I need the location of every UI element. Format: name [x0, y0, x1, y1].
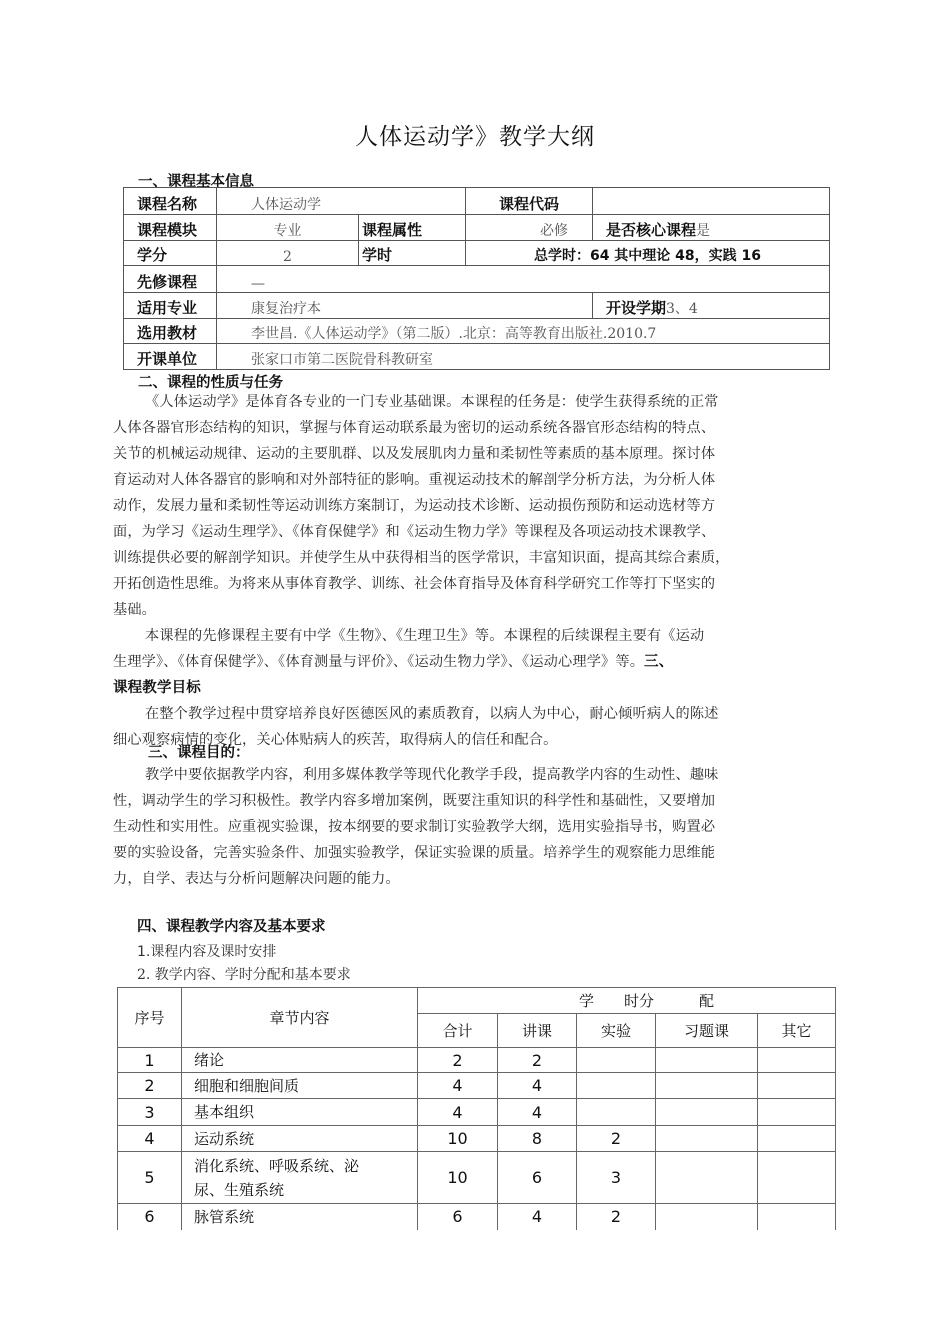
section-nature-tasks-body — [113, 389, 853, 753]
header-total: 合计 — [418, 1014, 498, 1048]
paragraph-line: 育运动对人体各器官的影响和对外部特征的影响。重视运动技术的解剖学分析方法，为分析人体 — [113, 472, 716, 488]
row-exercise — [656, 1204, 758, 1230]
paragraph-line: 性，调动学生的学习积极性。教学内容多增加案例，既要注重知识的科学性和基础性，又要增加 — [113, 793, 716, 809]
paragraph-line: 力，自学、表达与分析问题解决问题的能力。 — [113, 871, 400, 887]
semester-value: 3、4 — [666, 301, 698, 317]
row-exercise — [656, 1048, 758, 1073]
row-total: 4 — [418, 1099, 498, 1126]
major-label: 适用专业 — [124, 293, 217, 319]
unit-label: 开课单位 — [124, 344, 217, 370]
header-lab: 实验 — [577, 1014, 656, 1048]
paragraph-line: 关节的机械运动规律、运动的主要肌群、以及发展肌肉力量和柔韧性等素质的基本原理。探讨体 — [113, 446, 716, 462]
row-lecture: 8 — [498, 1126, 577, 1152]
subsection-hours-allocation: 2. 教学内容、学时分配和基本要求 — [137, 967, 351, 983]
info-row-module — [124, 215, 830, 241]
row-other — [758, 1073, 836, 1099]
row-no: 1 — [118, 1048, 182, 1073]
row-other — [758, 1099, 836, 1126]
section-purpose-body — [113, 762, 853, 892]
core-course-label: 是否核心课程 — [606, 221, 697, 239]
subsection-content-schedule: 1.课程内容及课时安排 — [137, 944, 277, 960]
row-lab — [577, 1073, 656, 1099]
paragraph-line: 面，为学习《运动生理学》、《体育保健学》和《运动生物力学》等课程及各项运动技术课教学、 — [113, 524, 716, 540]
info-row-course-name — [124, 188, 830, 215]
table-row — [118, 1099, 836, 1126]
row-lab: 2 — [577, 1126, 656, 1152]
row-exercise — [656, 1099, 758, 1126]
header-hours-group: 学 时分 配 — [418, 988, 836, 1014]
header-exercise: 习题课 — [656, 1014, 758, 1048]
row-chapter-line: 尿、生殖系统 — [194, 1180, 285, 1199]
semester-label: 开设学期 — [606, 299, 667, 317]
document-title: 人体运动学》教学大纲 — [355, 124, 595, 150]
semester-cell — [593, 293, 830, 319]
table-header-row-1 — [118, 988, 836, 1014]
hours-label: 学时 — [359, 241, 466, 266]
unit-value: 张家口市第二医院骨科教研室 — [217, 344, 830, 370]
paragraph-line: 要的实验设备，完善实验条件、加强实验教学，保证实验课的质量。培养学生的观察能力思维能 — [113, 845, 716, 861]
row-lab: 3 — [577, 1152, 656, 1204]
row-other — [758, 1152, 836, 1204]
prereq-label: 先修课程 — [124, 266, 217, 293]
row-no: 4 — [118, 1126, 182, 1152]
info-row-textbook — [124, 319, 830, 344]
row-total: 4 — [418, 1073, 498, 1099]
section-heading-goals: 课程教学目标 — [113, 680, 201, 696]
row-lab — [577, 1099, 656, 1126]
paragraph-line: 人体各器官形态结构的知识，掌握与体育运动联系最为密切的运动系统各器官形态结构的特点、 — [113, 420, 716, 436]
row-lecture: 4 — [498, 1204, 577, 1230]
row-lecture: 2 — [498, 1048, 577, 1073]
row-exercise — [656, 1126, 758, 1152]
paragraph-line: 生动性和实用性。应重视实验课，按本纲要的要求制订实验教学大纲，选用实验指导书，购置必 — [113, 819, 716, 835]
section-heading-basic-info: 一、课程基本信息 — [138, 174, 254, 190]
row-no: 2 — [118, 1073, 182, 1099]
row-total: 10 — [418, 1126, 498, 1152]
credits-label: 学分 — [124, 241, 217, 266]
credits-value: 2 — [217, 241, 359, 266]
row-exercise — [656, 1152, 758, 1204]
course-name-label: 课程名称 — [124, 188, 217, 215]
hours-allocation-table — [117, 987, 836, 1230]
table-row — [118, 1073, 836, 1099]
row-chapter: 细胞和细胞间质 — [182, 1073, 418, 1099]
row-chapter-line: 消化系统、呼吸系统、泌 — [194, 1156, 360, 1175]
row-total: 10 — [418, 1152, 498, 1204]
row-no: 3 — [118, 1099, 182, 1126]
row-chapter: 脉管系统 — [182, 1204, 418, 1230]
module-label: 课程模块 — [124, 215, 217, 241]
attribute-label: 课程属性 — [359, 215, 466, 241]
row-total: 6 — [418, 1204, 498, 1230]
header-other: 其它 — [758, 1014, 836, 1048]
paragraph-line: 基础。 — [113, 602, 157, 618]
core-course-cell — [593, 215, 830, 241]
paragraph-line: 动作，发展力量和柔韧性等运动训练方案制订，为运动技术诊断、运动损伤预防和运动选材等方 — [113, 498, 716, 514]
paragraph-line-with-heading — [113, 649, 853, 675]
row-lab: 2 — [577, 1204, 656, 1230]
row-no: 6 — [118, 1204, 182, 1230]
hours-value: 总学时：64 其中理论 48，实践 16 — [466, 241, 830, 266]
row-other — [758, 1048, 836, 1073]
table-row — [118, 1126, 836, 1152]
course-code-value — [593, 188, 830, 215]
major-value: 康复治疗本 — [217, 293, 593, 319]
row-lecture: 4 — [498, 1073, 577, 1099]
course-code-label: 课程代码 — [466, 188, 593, 215]
paragraph-line: 开拓创造性思维。为将来从事体育教学、训练、社会体育指导及体育科学研究工作等打下坚实的 — [113, 576, 716, 592]
info-row-unit — [124, 344, 830, 370]
paragraph-text: 生理学》、《体育保健学》、《体育测量与评价》、《运动生物力学》、《运动心理学》等。 — [113, 654, 645, 670]
core-course-value: 是 — [696, 223, 711, 239]
row-lecture: 4 — [498, 1099, 577, 1126]
row-lab — [577, 1048, 656, 1073]
row-lecture: 6 — [498, 1152, 577, 1204]
info-row-credits — [124, 241, 830, 266]
paragraph-line: 细心观察病情的变化，关心体贴病人的疾苦，取得病人的信任和配合。 — [113, 732, 558, 748]
row-no: 5 — [118, 1152, 182, 1204]
row-other — [758, 1204, 836, 1230]
row-chapter — [182, 1152, 418, 1204]
paragraph-line: 教学中要依据教学内容，利用多媒体教学等现代化教学手段，提高教学内容的生动性、趣味 — [145, 767, 719, 783]
row-other — [758, 1126, 836, 1152]
table-row — [118, 1152, 836, 1204]
section-heading-content: 四、课程教学内容及基本要求 — [137, 919, 326, 935]
prereq-value: — — [217, 266, 830, 293]
row-exercise — [656, 1073, 758, 1099]
info-row-major — [124, 293, 830, 319]
textbook-label: 选用教材 — [124, 319, 217, 344]
table-row — [118, 1048, 836, 1073]
section-heading-purpose: 三、课程目的： — [148, 745, 250, 761]
header-lecture: 讲课 — [498, 1014, 577, 1048]
section-heading-goals-prefix: 三、 — [644, 654, 674, 670]
paragraph-line: 训练提供必要的解剖学知识。并使学生从中获得相当的医学常识，丰富知识面，提高其综合素质， — [113, 550, 730, 566]
paragraph-line: 在整个教学过程中贯穿培养良好医德医风的素质教育，以病人为中心，耐心倾听病人的陈述 — [145, 706, 719, 722]
paragraph-line: 本课程的先修课程主要有中学《生物》、《生理卫生》等。本课程的后续课程主要有《运动 — [145, 628, 705, 644]
section-heading-nature-tasks: 二、课程的性质与任务 — [138, 375, 283, 391]
row-chapter: 运动系统 — [182, 1126, 418, 1152]
paragraph-line: 《人体运动学》是体育各专业的一门专业基础课。本课程的任务是：使学生获得系统的正常 — [145, 394, 719, 410]
info-row-prereq — [124, 266, 830, 293]
header-chapter: 章节内容 — [182, 988, 418, 1048]
attribute-value: 必修 — [466, 215, 593, 241]
course-name-value: 人体运动学 — [217, 188, 466, 215]
row-chapter: 基本组织 — [182, 1099, 418, 1126]
row-chapter: 绪论 — [182, 1048, 418, 1073]
table-row — [118, 1204, 836, 1230]
row-total: 2 — [418, 1048, 498, 1073]
course-info-table — [123, 187, 830, 370]
module-value: 专业 — [217, 215, 359, 241]
header-no: 序号 — [118, 988, 182, 1048]
textbook-value: 李世昌.《人体运动学》（第二版）.北京：高等教育出版社.2010.7 — [217, 319, 830, 344]
